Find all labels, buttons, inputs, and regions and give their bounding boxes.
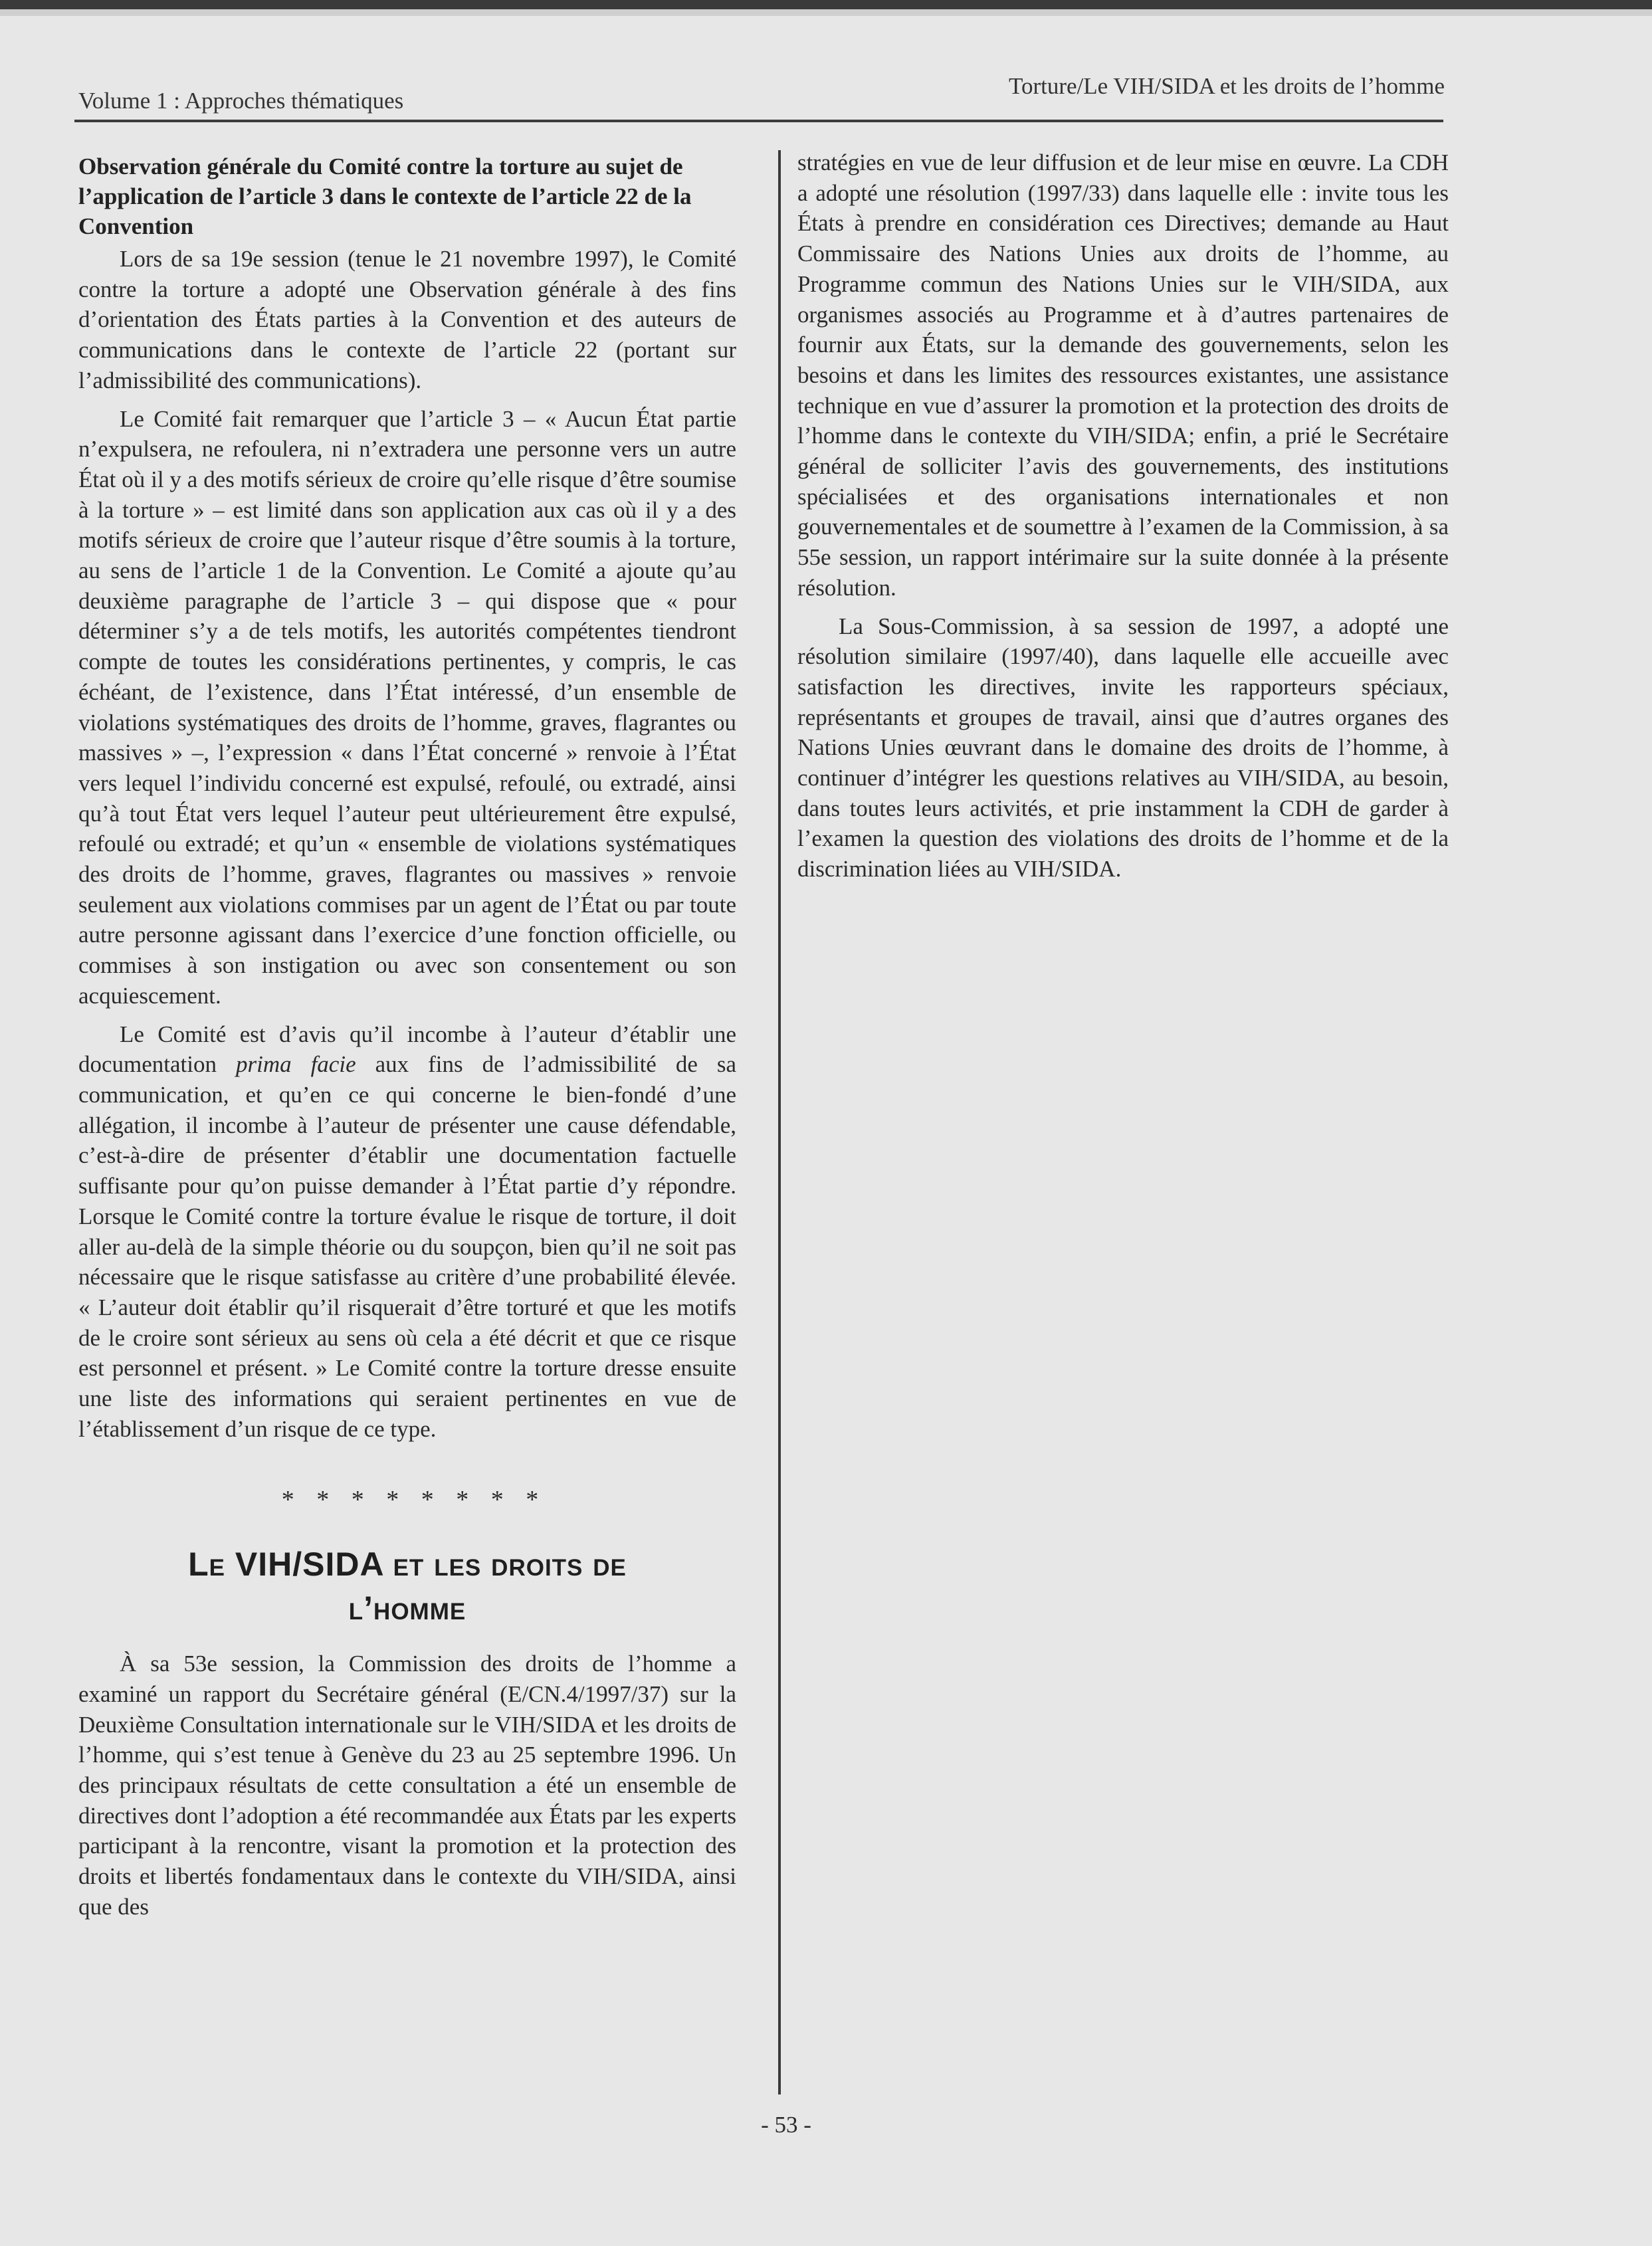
- scan-top-edge-light: [0, 9, 1652, 16]
- scan-top-edge: [0, 0, 1652, 9]
- section-title-line: l’homme: [348, 1589, 466, 1627]
- paragraph-text: Le Comité est d’avis qu’il incombe à l’auteur d’établir une documentation: [78, 1021, 736, 1078]
- paragraph: stratégies en vue de leur diffusion et de leur mise en œuvre. La CDH a adopté une résolution (1997/33) dans laquelle elle : invite tous les États à prendre en considération ces Directives; demande au Haut Commissaire des Nations Unies aux droits de l’homme, au Programme commun des Nations Unies sur le VIH/SIDA, aux organismes associés au Programme et à d’autres partenaires de fournir aux États, sur la demande des gouvernements, selon les besoins et dans les limites des ressources existantes, une assistance technique en vue d’assurer la promotion et la protection des droits de l’homme dans le contexte du VIH/SIDA; enfin, a prié le Secrétaire général de solliciter l’avis des gouvernements, des institutions spécialisées et des organisations internationales et non gouvernementales et de soumettre à l’examen de la Commission, à sa 55e session, un rapport intérimaire sur la suite donnée à la présente résolution.: [797, 150, 1449, 601]
- page-number: - 53 -: [761, 2112, 811, 2138]
- section-heading-torture: Observation générale du Comité contre la torture au sujet de l’application de l’article 3 dans le contexte de l’article 22 de la Convention: [78, 153, 692, 239]
- section-title-hiv-aids: [78, 1542, 736, 1630]
- paragraph-text: aux fins de l’admissibilité de sa communication, et qu’en ce qui concerne le bien-fondé d’une allégation, il incombe à l’auteur de présenter une cause défendable, c’est-à-dire de présenter d’établir une documentation factuelle suffisante pour qu’on puisse demander à l’État partie d’y répondre. Lorsque le Comité contre la torture évalue le risque de torture, il doit aller au-delà de la simple théorie ou du soupçon, bien qu’il ne soit pas nécessaire que le risque satisfasse au critère d’une probabilité élevée. « L’auteur doit établir qu’il risquerait d’être torturé et que les motifs de le croire sont sérieux au sens où cela a été décrit et que ce risque est personnel et présent. » Le Comité contre la torture dresse ensuite une liste des informations qui seraient pertinentes en vue de l’établissement d’un risque de ce type.: [78, 1051, 736, 1442]
- header-rule: [74, 120, 1443, 122]
- column-divider: [778, 150, 781, 2094]
- paragraph: La Sous-Commission, à sa session de 1997, a adopté une résolution similaire (1997/40), dans laquelle elle accueille avec satisfaction les directives, invite les rapporteurs spéciaux, représentants et groupes de travail, ainsi que d’autres organes des Nations Unies œuvrant dans le domaine des droits de l’homme, à continuer d’intégrer les questions relatives au VIH/SIDA, au besoin, dans toutes leurs activités, et prie instamment la CDH de garder à l’examen la question des violations des droits de l’homme et de la discrimination liées au VIH/SIDA.: [797, 613, 1449, 882]
- paragraph: [78, 1019, 736, 1445]
- paragraph: À sa 53e session, la Commission des droits de l’homme a examiné un rapport du Secrétaire général (E/CN.4/1997/37) sur la Deuxième Consultation internationale sur le VIH/SIDA et les droits de l’homme, qui s’est tenue à Genève du 23 au 25 septembre 1996. Un des principaux résultats de cette consultation a été un ensemble de directives dont l’adoption a été recommandée aux États par les experts participant à la rencontre, visant la promotion et la protection des droits et libertés fondamentaux dans le contexte du VIH/SIDA, ainsi que des: [78, 1651, 736, 1920]
- running-header-left: Volume 1 : Approches thématiques: [78, 88, 404, 114]
- section-title-line: Le VIH/SIDA et les droits de: [188, 1546, 627, 1583]
- left-column: [78, 152, 736, 1930]
- italic-term: prima facie: [235, 1051, 356, 1078]
- paragraph: Lors de sa 19e session (tenue le 21 novembre 1997), le Comité contre la torture a adopté une Observation générale à des fins d’orientation des États parties à la Convention et des auteurs de communications dans le contexte de l’article 22 (portant sur l’admissibilité des communications).: [78, 246, 736, 393]
- running-header-right: Torture/Le VIH/SIDA et les droits de l’homme: [1009, 73, 1445, 99]
- right-column: [797, 148, 1449, 892]
- section-separator: * * * * * * * *: [281, 1486, 547, 1514]
- paragraph: Le Comité fait remarquer que l’article 3 – « Aucun État partie n’expulsera, ne refoulera, ni n’extradera une personne vers un autre État où il y a des motifs sérieux de croire qu’elle risque d’être soumise à la torture » – est limité dans son application aux cas où il y a des motifs sérieux de croire que l’auteur risque d’être soumis à la torture, au sens de l’article 1 de la Convention. Le Comité a ajoute qu’au deuxième paragraphe de l’article 3 – qui dispose que « pour déterminer s’y a de tels motifs, les autorités compétentes tiendront compte de toutes les considérations pertinentes, y compris, le cas échéant, de l’existence, dans l’État intéressé, d’un ensemble de violations systématiques des droits de l’homme, graves, flagrantes ou massives » –, l’expression « dans l’État concerné » renvoie à l’État vers lequel l’individu concerné est expulsé, refoulé, ou extradé, ainsi qu’à tout État vers lequel l’auteur peut ultérieurement être expulsé, refoulé ou extradé; et qu’un « ensemble de violations systématiques des droits de l’homme, graves, flagrantes ou massives » renvoie seulement aux violations commises par un agent de l’État ou par toute autre personne agissant dans l’exercice d’une fonction officielle, ou commises à son instigation ou avec son consentement ou son acquiescement.: [78, 405, 736, 1009]
